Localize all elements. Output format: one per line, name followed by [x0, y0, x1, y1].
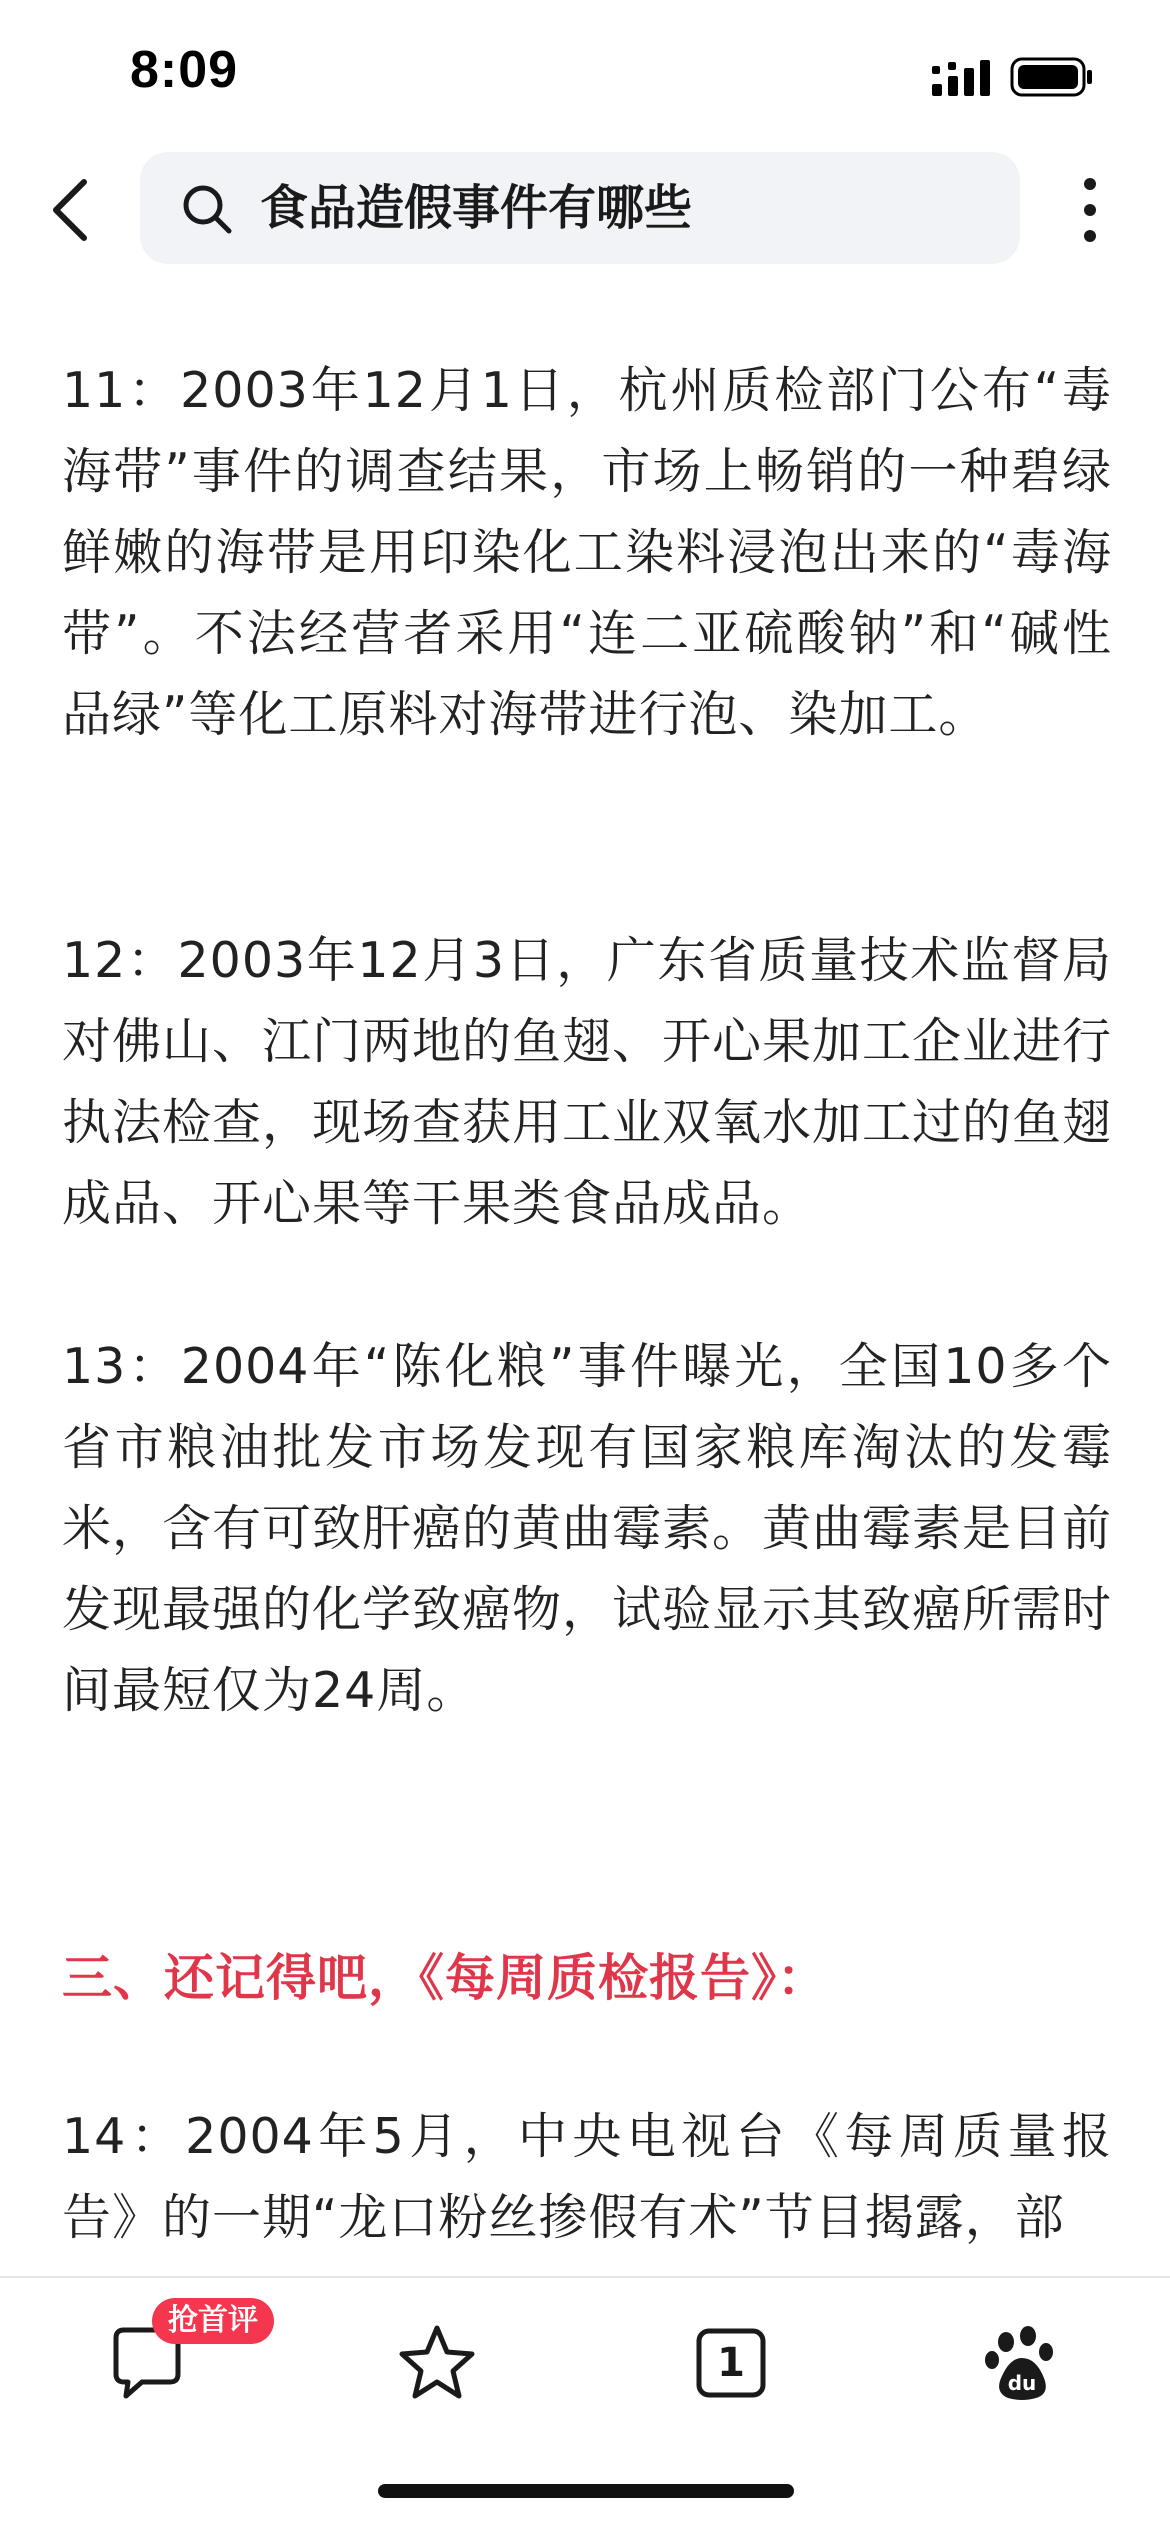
search-icon [180, 182, 234, 236]
article-paragraph-13: 13：2004年“陈化粮”事件曝光，全国10多个省市粮油批发市场发现有国家粮库淘汰的发霉米，含有可致肝癌的黄曲霉素。黄曲霉素是目前发现最强的化学致癌物，试验显示其致癌所需时间最短仅为24周。 [62, 1338, 1113, 1719]
baidu-paw-icon [978, 2318, 1068, 2408]
article-paragraph-11: 11：2003年12月1日，杭州质检部门公布“毒海带”事件的调查结果，市场上畅销的一种碧绿鲜嫩的海带是用印染化工染料浸泡出来的“毒海带”。不法经营者采用“连二亚硫酸钠”和“碱性品绿”等化工原料对海带进行泡、染加工。 [62, 362, 1112, 743]
search-header [0, 140, 1170, 280]
baidu-home-button[interactable] [978, 2318, 1068, 2408]
tabs-button[interactable] [686, 2318, 776, 2408]
tab-count: 1 [717, 2340, 745, 2386]
article-paragraph-12: 12：2003年12月3日，广东省质量技术监督局对佛山、江门两地的鱼翅、开心果加工企业进行执法检查，现场查获用工业双氧水加工过的鱼翅成品、开心果等干果类食品成品。 [62, 932, 1113, 1232]
section-heading: 三、还记得吧，《每周质检报告》： [62, 1949, 828, 2007]
chevron-left-icon [50, 178, 90, 242]
back-button[interactable] [40, 170, 100, 250]
favorite-button[interactable] [392, 2318, 482, 2408]
signal-icon [930, 58, 994, 98]
article-paragraph-14: 14：2004年5月，中央电视台《每周质量报告》的一期“龙口粉丝掺假有术”节目揭露，部 [62, 2108, 1112, 2246]
first-comment-badge[interactable]: 抢首评 [152, 2298, 274, 2344]
search-query-text: 食品造假事件有哪些 [260, 180, 693, 236]
home-indicator[interactable] [378, 2484, 794, 2498]
search-box[interactable] [140, 152, 1020, 264]
battery-icon [1010, 56, 1094, 98]
status-time: 8:09 [130, 41, 239, 99]
star-icon [392, 2318, 482, 2408]
status-bar [0, 0, 1170, 140]
svg-text:du: du [1007, 2371, 1037, 2395]
more-options-icon[interactable] [1060, 170, 1120, 250]
